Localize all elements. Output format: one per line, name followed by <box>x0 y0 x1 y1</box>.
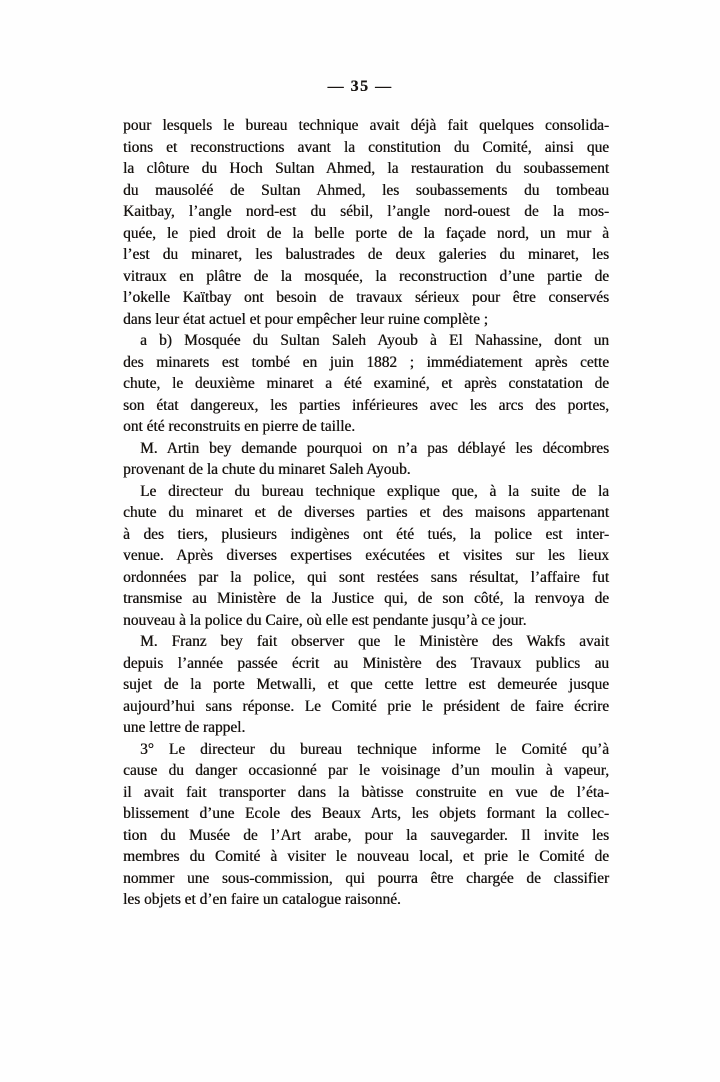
text-block <box>123 115 609 911</box>
text-line: une lettre de rappel. <box>123 719 246 736</box>
paragraph <box>123 481 609 632</box>
text-line: tion du Musée de l’Art arabe, pour la sauvegarder. Il invite les <box>123 826 609 844</box>
text-line: sujet de la porte Metwalli, et que cette lettre est demeurée jusque <box>123 676 609 693</box>
text-line: des minarets est tombé en juin 1882 ; immédiatement après cette <box>123 353 609 371</box>
text-line: les objets et d’en faire un catalogue raisonné. <box>123 891 401 908</box>
paragraph <box>123 330 609 438</box>
text-line: blissement d’une Ecole des Beaux Arts, les objets formant la collec- <box>123 805 609 822</box>
text-line: 3° Le directeur du bureau technique informe le Comité qu’à <box>140 740 609 758</box>
text-line: ont été reconstruits en pierre de taille. <box>123 418 356 435</box>
text-line: vitraux en plâtre de la mosquée, la reconstruction d’une partie de <box>123 267 609 285</box>
paragraph <box>123 631 609 739</box>
text-line: chute du minaret et de diverses parties et des maisons appartenant <box>123 504 609 521</box>
text-line: M. Artin bey demande pourquoi on n’a pas déblayé les décombres <box>140 439 609 457</box>
paragraph <box>123 438 609 481</box>
text-line: la clôture du Hoch Sultan Ahmed, la restauration du soubassement <box>123 160 609 177</box>
text-line: ordonnées par la police, qui sont restées sans résultat, l’affaire fut <box>123 568 609 586</box>
text-line: depuis l’année passée écrit au Ministère des Travaux publics au <box>123 654 609 672</box>
text-line: venue. Après diverses expertises exécutées et visites sur les lieux <box>123 547 609 564</box>
text-line: il avait fait transporter dans la bàtisse construite en vue de l’éta- <box>123 783 609 801</box>
text-line: M. Franz bey fait observer que le Ministère des Wakfs avait <box>140 633 609 650</box>
text-line: chute, le deuxième minaret a été examiné, et après constatation de <box>123 375 609 392</box>
text-line: dans leur état actuel et pour empêcher leur ruine complète ; <box>123 310 488 328</box>
text-line: provenant de la chute du minaret Saleh Ayoub. <box>123 461 411 478</box>
text-line: transmise au Ministère de la Justice qui, de son côté, la renvoya de <box>123 590 609 607</box>
text-line: quée, le pied droit de la belle porte de la façade nord, un mur à <box>123 224 609 242</box>
text-line: Le directeur du bureau technique explique que, à la suite de la <box>140 482 609 500</box>
text-line: nouveau à la police du Caire, où elle est pendante jusqu’à ce jour. <box>123 611 527 629</box>
text-line: l’okelle Kaïtbay ont besoin de travaux sérieux pour être conservés <box>123 289 609 306</box>
text-line: membres du Comité à visiter le nouveau local, et prie le Comité de <box>123 848 609 865</box>
text-line: tions et reconstructions avant la constitution du Comité, ainsi que <box>123 138 609 156</box>
text-line: l’est du minaret, les balustrades de deux galeries du minaret, les <box>123 246 609 263</box>
text-line: pour lesquels le bureau technique avait déjà fait quelques consolida- <box>123 117 609 134</box>
text-line: a b) Mosquée du Sultan Saleh Ayoub à El Nahassine, dont un <box>140 332 609 349</box>
paragraph <box>123 739 609 911</box>
text-line: à des tiers, plusieurs indigènes ont été tués, la police est inter- <box>123 525 609 543</box>
text-line: cause du danger occasionné par le voisinage d’un moulin à vapeur, <box>123 762 609 779</box>
text-line: son état dangereux, les parties inférieures avec les arcs des portes, <box>123 396 609 414</box>
text-line: nommer une sous-commission, qui pourra être chargée de classifier <box>123 869 609 887</box>
text-line: du mausoléé de Sultan Ahmed, les soubassements du tombeau <box>123 181 609 199</box>
text-line: aujourd’hui sans réponse. Le Comité prie le président de faire écrire <box>123 697 609 715</box>
paragraph <box>123 115 609 330</box>
text-line: Kaitbay, l’angle nord-est du sébil, l’angle nord-ouest de la mos- <box>123 203 609 220</box>
page-number: — 35 — <box>327 78 393 95</box>
